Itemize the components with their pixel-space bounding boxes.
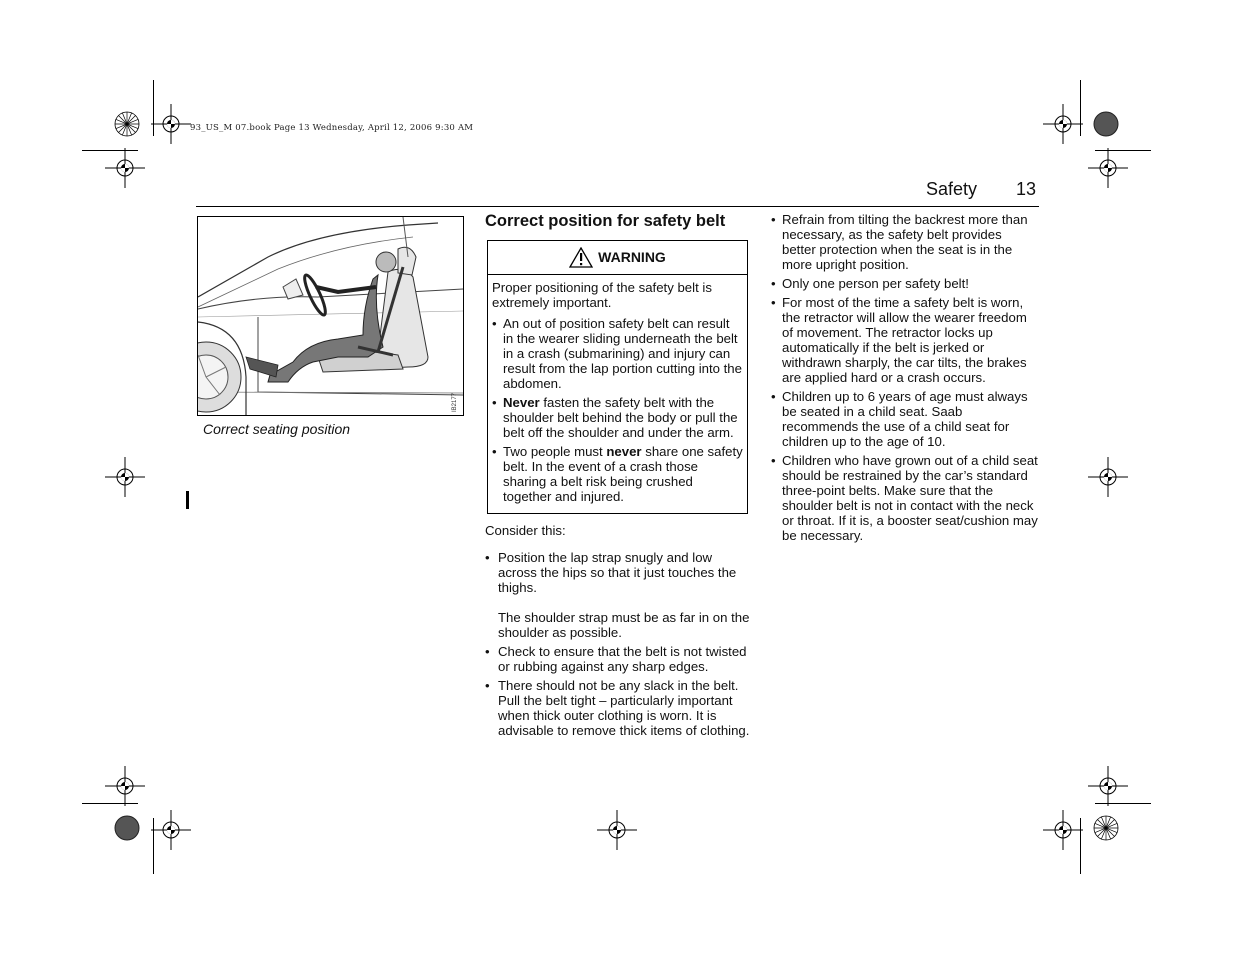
right-list	[771, 212, 1039, 543]
figure-caption: Correct seating position	[203, 421, 351, 437]
warning-triangle-icon	[569, 247, 593, 268]
list-item: • There should not be any slack in the belt. Pull the belt tight – particularly important when thick outer clothing is worn. It is advisable to remove thick items of clothing.	[485, 678, 750, 738]
warning-item: • Never fasten the safety belt with the shoulder belt behind the body or pull the belt off the shoulder and under the arm.	[492, 395, 743, 440]
list-item: • For most of the time a safety belt is worn, the retractor will allow the wearer freedom of movement. The retractor locks up automatically if the belt is jerked or withdrawn sharply, the car tilts, the brakes are applied hard or a crash occurs.	[771, 295, 1039, 385]
seating-illustration	[197, 216, 464, 416]
main-column	[485, 212, 750, 742]
warning-intro: Proper positioning of the safety belt is extremely important.	[492, 280, 712, 310]
right-column	[771, 212, 1039, 547]
warning-item: • An out of position safety belt can result in the wearer sliding underneath the belt in a crash (submarining) and injury can result from the lap portion cutting into the abdomen.	[492, 316, 743, 391]
warning-box	[487, 240, 748, 514]
print-slug: 93_US_M 07.book Page 13 Wednesday, April 12, 2006 9:30 AM	[190, 123, 474, 133]
warning-item: • Two people must never share one safety belt. In the event of a crash those sharing a belt risk being crushed together and injured.	[492, 444, 743, 504]
list-item: • Only one person per safety belt!	[771, 276, 1039, 291]
warning-header	[488, 241, 747, 275]
car-seat-illustration-icon	[198, 217, 463, 415]
list-item: • Refrain from tilting the backrest more than necessary, as the safety belt provides better protection when the seat is in the more upright position.	[771, 212, 1039, 272]
warning-title: WARNING	[598, 249, 666, 265]
section-title: Safety	[926, 179, 978, 199]
change-bar	[186, 491, 189, 509]
warning-body	[488, 275, 747, 513]
header-rule	[196, 206, 1039, 207]
page-number: 13	[1016, 179, 1037, 199]
figure-code: IB2177	[452, 392, 458, 412]
list-item: • Children up to 6 years of age must always be seated in a child seat. Saab recommends the use of a child seat for children up to the age of 10.	[771, 389, 1039, 449]
list-item: • Position the lap strap snugly and low across the hips so that it just touches the thighs. The shoulder strap must be as far in on the shoulder as possible.	[485, 550, 750, 640]
list-item-continuation: The shoulder strap must be as far in on the shoulder as possible.	[498, 610, 750, 640]
warning-list	[492, 316, 743, 504]
list-item: • Children who have grown out of a child seat should be restrained by the car’s standard three-point belts. Make sure that the shoulder belt is not in contact with the neck or throat. If it is, a booster seat/cushion may be necessary.	[771, 453, 1039, 543]
list-item: • Check to ensure that the belt is not twisted or rubbing against any sharp edges.	[485, 644, 750, 674]
consider-label: Consider this:	[485, 523, 566, 538]
section-heading: Correct position for safety belt	[485, 212, 726, 230]
consider-list	[485, 550, 750, 738]
